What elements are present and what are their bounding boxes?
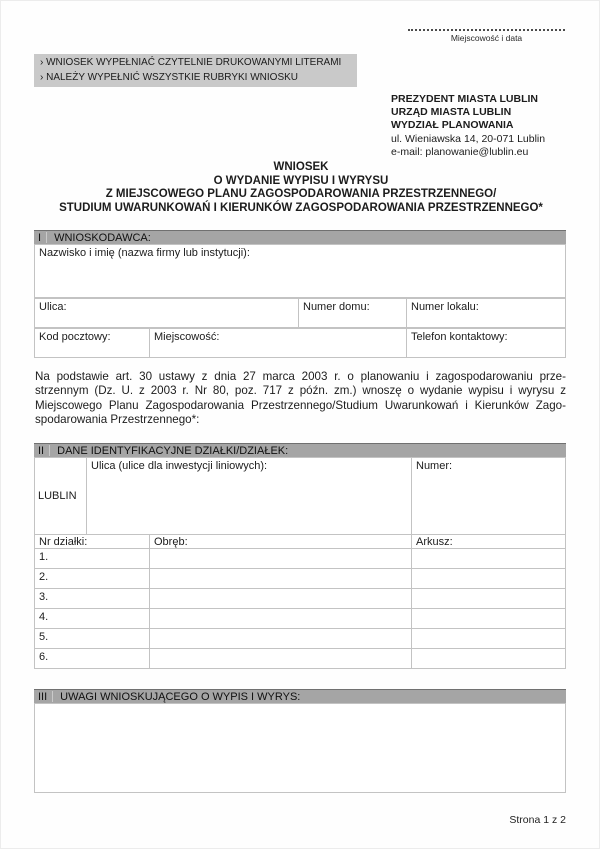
parcel-row-5 [34, 628, 566, 649]
street-label: Ulica: [39, 301, 67, 313]
apartment-number-field[interactable] [406, 298, 566, 328]
section-3-numeral: III [34, 691, 53, 702]
section-1-title: WNIOSKODAWCA: [54, 231, 151, 244]
parcel-row-6-number[interactable]: 6. [34, 648, 150, 669]
legal-line-2: strzennym (Dz. U. z 2003 r. Nr 80, poz. 717 z późn. zm.) wnoszę o wydanie wypisu i wyrysu z [35, 384, 566, 398]
remarks-field[interactable] [34, 703, 566, 793]
parcel-row-3 [34, 588, 566, 609]
street-field[interactable] [34, 298, 299, 328]
parcel-row-2-district[interactable] [149, 568, 412, 589]
parcel-row-6-district[interactable] [149, 648, 412, 669]
applicant-postal-row [34, 328, 566, 358]
parcel-street-field[interactable] [86, 457, 412, 535]
section-1-numeral: I [34, 232, 47, 243]
place-date-fill-line[interactable] [408, 23, 565, 31]
instruction-line-1: › WNIOSEK WYPEŁNIAĆ CZYTELNIE DRUKOWANYMI LITERAMI [40, 57, 342, 68]
city-field[interactable] [149, 328, 407, 358]
applicant-name-field[interactable] [34, 244, 566, 298]
form-title-line-2: O WYDANIE WYPISU I WYRYSU [213, 174, 389, 187]
parcel-row-5-sheet[interactable] [411, 628, 566, 649]
recipient-block [391, 93, 545, 159]
form-title-line-1: WNIOSEK [273, 161, 329, 173]
legal-line-1: Na podstawie art. 30 ustawy z dnia 27 marca 2003 r. o planowaniu i zagospodarowaniu prze- [35, 370, 566, 383]
district-header: Obręb: [149, 534, 412, 549]
instructions-box [34, 54, 357, 87]
form-title-line-4: STUDIUM UWARUNKOWAŃ I KIERUNKÓW ZAGOSPODAROWANIA PRZESTRZENNEGO* [59, 201, 543, 214]
apartment-number-label: Numer lokalu: [411, 301, 479, 313]
recipient-email: e-mail: planowanie@lublin.eu [391, 145, 529, 158]
place-date-block [408, 23, 565, 43]
parcel-table [34, 534, 566, 669]
parcel-row-4 [34, 608, 566, 629]
section-2-numeral: II [34, 445, 50, 456]
city-label: Miejscowość: [154, 331, 220, 343]
parcel-row-3-district[interactable] [149, 588, 412, 609]
parcel-row-4-sheet[interactable] [411, 608, 566, 629]
house-number-label: Numer domu: [303, 301, 370, 313]
recipient-authority: PREZYDENT MIASTA LUBLIN [391, 93, 538, 105]
recipient-department: WYDZIAŁ PLANOWANIA [391, 119, 514, 132]
form-title [35, 161, 567, 215]
section-2-title: DANE IDENTYFIKACYJNE DZIAŁKI/DZIAŁEK: [57, 444, 289, 457]
parcel-row-6 [34, 648, 566, 669]
city-fixed-label: LUBLIN [38, 490, 77, 502]
recipient-office: URZĄD MIASTA LUBLIN [391, 106, 512, 119]
parcel-number-field[interactable] [411, 457, 566, 535]
sheet-header: Arkusz: [411, 534, 566, 549]
parcel-row-5-number[interactable]: 5. [34, 628, 150, 649]
parcel-row-2-sheet[interactable] [411, 568, 566, 589]
form-title-line-3: Z MIEJSCOWEGO PLANU ZAGOSPODAROWANIA PRZESTRZENNEGO/ [105, 188, 497, 201]
parcel-row-2 [34, 568, 566, 589]
recipient-address: ul. Wieniawska 14, 20-071 Lublin [391, 132, 546, 145]
legal-line-4: spodarowania Przestrzennego*: [35, 412, 200, 426]
place-date-label: Miejscowość i data [450, 33, 523, 43]
parcel-number-label: Numer: [416, 460, 453, 472]
parcel-table-header-row [34, 534, 566, 549]
parcel-row-1-district[interactable] [149, 548, 412, 569]
parcel-row-1-sheet[interactable] [411, 548, 566, 569]
postal-code-label: Kod pocztowy: [39, 331, 111, 343]
section-3-title: UWAGI WNIOSKUJĄCEGO O WYPIS I WYRYS: [60, 690, 301, 703]
parcel-row-3-number[interactable]: 3. [34, 588, 150, 609]
parcel-no-header: Nr działki: [34, 534, 150, 549]
legal-line-3: Miejscowego Planu Zagospodarowania Przestrzennego/Studium Uwarunkowań i Kierunków Zago- [35, 398, 566, 412]
parcel-location-row [34, 457, 566, 535]
instruction-line-2: › NALEŻY WYPEŁNIĆ WSZYSTKIE RUBRYKI WNIOSKU [40, 71, 299, 83]
parcel-row-4-number[interactable]: 4. [34, 608, 150, 629]
house-number-field[interactable] [298, 298, 407, 328]
parcel-row-6-sheet[interactable] [411, 648, 566, 669]
parcel-row-2-number[interactable]: 2. [34, 568, 150, 589]
applicant-name-label: Nazwisko i imię (nazwa firmy lub instytucji): [39, 247, 250, 259]
section-3-header [34, 689, 566, 703]
postal-code-field[interactable] [34, 328, 150, 358]
city-fixed-value [34, 457, 87, 535]
parcel-row-1 [34, 548, 566, 569]
applicant-street-row [34, 298, 566, 328]
parcel-row-4-district[interactable] [149, 608, 412, 629]
parcel-row-5-district[interactable] [149, 628, 412, 649]
parcel-row-1-number[interactable]: 1. [34, 548, 150, 569]
parcel-row-3-sheet[interactable] [411, 588, 566, 609]
parcel-street-label: Ulica (ulice dla inwestycji liniowych): [91, 460, 268, 472]
section-1-header [34, 230, 566, 244]
section-2-header [34, 443, 566, 457]
phone-field[interactable] [406, 328, 566, 358]
phone-label: Telefon kontaktowy: [411, 331, 508, 343]
legal-basis-paragraph [35, 370, 566, 427]
page-number: Strona 1 z 2 [509, 814, 566, 826]
